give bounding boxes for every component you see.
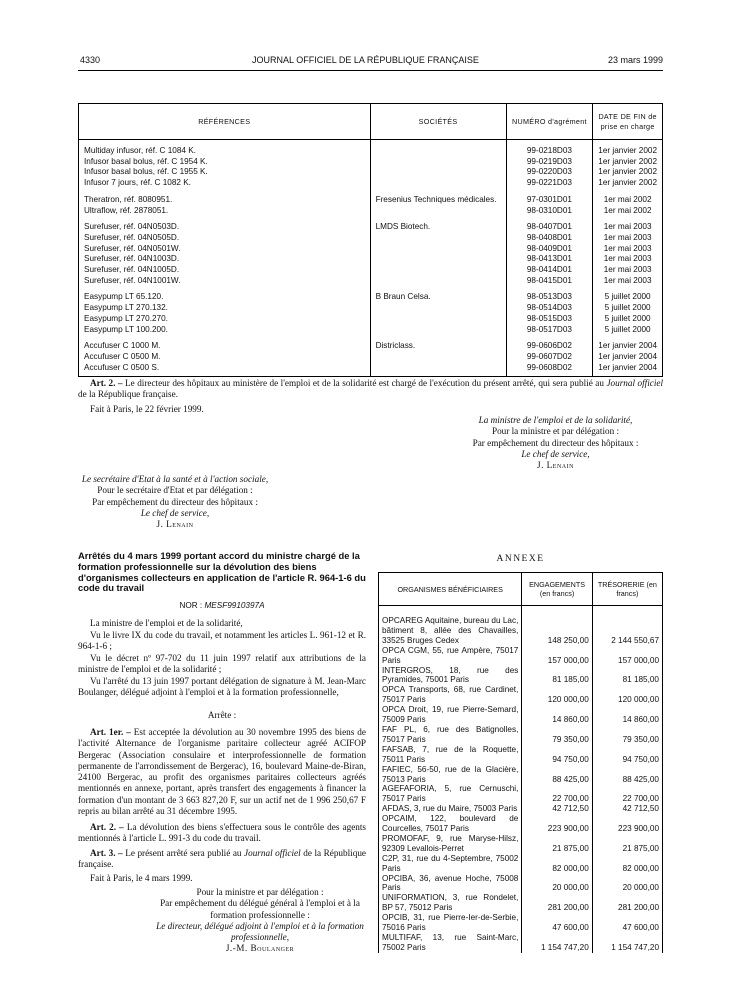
organisme-cell: OPCA Droit, 19, rue Pierre-Semard, 75009 Paris: [379, 705, 522, 725]
engagement-cell: 94 750,00: [522, 745, 592, 765]
date-cell: 1er janvier 2002: [593, 140, 663, 157]
nor-label: NOR :: [179, 601, 203, 610]
reference-cell: Accufuser C 0500 S.: [79, 363, 371, 377]
table-row: [79, 303, 663, 314]
organisme-cell: FAFIEC, 56-50, rue de la Glacière, 75013 Paris: [379, 765, 522, 785]
arrete-art3: [78, 848, 366, 871]
arrete-sig-line2: Par empêchement du délégué général à l'emploi et à la formation professionnelle :: [160, 898, 360, 920]
annexe-row: [379, 874, 663, 894]
societe-cell: [370, 352, 506, 363]
date-cell: 1er janvier 2004: [593, 363, 663, 377]
col-engagements: ENGAGEMENTS (en francs): [522, 573, 592, 606]
reference-cell: Surefuser, réf. 04N0501W.: [79, 244, 371, 255]
annexe-row: [379, 893, 663, 913]
date-cell: 1er mai 2003: [593, 265, 663, 276]
annexe-row: [379, 705, 663, 725]
societe-cell: [370, 233, 506, 244]
sig-left-line4: Le chef de service,: [140, 507, 210, 518]
engagement-cell: 88 425,00: [522, 765, 592, 785]
numero-cell: 98-0515D03: [506, 314, 593, 325]
art2-label: Art. 2. –: [90, 378, 123, 388]
numero-cell: 98-0513D03: [506, 286, 593, 303]
tresorerie-cell: 1 154 747,20: [592, 933, 662, 953]
nor-code: MESF9910397A: [204, 601, 265, 610]
organisme-cell: UNIFORMATION, 3, rue Rondelet, BP 57, 75012 Paris: [379, 893, 522, 913]
arrete-word: Arrête :: [207, 710, 237, 720]
tresorerie-cell: 281 200,00: [592, 893, 662, 913]
col-organismes: ORGANISMES BÉNÉFICIAIRES: [379, 573, 522, 606]
art2-text-b: de la République française.: [78, 389, 178, 400]
numero-cell: 98-0415D01: [506, 276, 593, 287]
references-table-body: [79, 140, 663, 377]
art3-text-b: de la République française.: [78, 848, 366, 870]
sig-left-line2: Pour le secrétaire d'Etat et par délégation :: [97, 485, 253, 496]
annexe-title: ANNEXE: [496, 554, 545, 564]
numero-cell: 99-0606D02: [506, 335, 593, 352]
date-cell: 1er janvier 2004: [593, 335, 663, 352]
tresorerie-cell: 157 000,00: [592, 646, 662, 666]
reference-cell: Infusor 7 jours, réf. C 1082 K.: [79, 178, 371, 189]
table-row: [79, 286, 663, 303]
date-cell: 5 juillet 2000: [593, 314, 663, 325]
sig-left-line1: Le secrétaire d'Etat à la santé et à l'action sociale,: [81, 474, 269, 484]
sig-right-line3: Par empêchement du directeur des hôpitaux :: [472, 437, 639, 448]
societe-cell: LMDS Biotech.: [370, 216, 506, 233]
art3-journal: Journal officiel: [244, 848, 301, 858]
sig-left-name: J. Lenain: [156, 519, 194, 530]
numero-cell: 98-0310D01: [506, 206, 593, 217]
societe-cell: [370, 265, 506, 276]
page-number: 4330: [80, 55, 101, 65]
art2b-text: La dévolution des biens s'effectuera sous le contrôle des agents mentionnés à l'article L. 991-3 du code du travail.: [78, 822, 366, 844]
art2-journal: Journal officiel: [606, 378, 664, 388]
table-row: [79, 244, 663, 255]
annexe-row: [379, 814, 663, 834]
table-row: [79, 216, 663, 233]
page-header: [0, 55, 731, 69]
numero-cell: 98-0409D01: [506, 244, 593, 255]
arrete-sig-name: J.-M. Boulanger: [225, 943, 295, 954]
date-cell: 1er mai 2003: [593, 233, 663, 244]
engagement-cell: 22 700,00: [522, 784, 592, 804]
societe-cell: [370, 303, 506, 314]
organisme-cell: OPCAIM, 122, boulevard de Courcelles, 75017 Paris: [379, 814, 522, 834]
reference-cell: Accufuser C 0500 M.: [79, 352, 371, 363]
sig-right-name: J. Lenain: [537, 460, 574, 471]
tresorerie-cell: 94 750,00: [592, 745, 662, 765]
annexe-row: [379, 765, 663, 785]
reference-cell: Easypump LT 100.200.: [79, 325, 371, 336]
tresorerie-cell: 2 144 550,67: [592, 606, 662, 646]
signature-left: [55, 474, 295, 530]
date-cell: 5 juillet 2000: [593, 303, 663, 314]
tresorerie-cell: 223 900,00: [592, 814, 662, 834]
numero-cell: 98-0408D01: [506, 233, 593, 244]
annexe-row: [379, 854, 663, 874]
numero-cell: 98-0414D01: [506, 265, 593, 276]
reference-cell: Surefuser, réf. 04N1005D.: [79, 265, 371, 276]
art2b-label: Art. 2. –: [90, 822, 124, 832]
table-row: [79, 206, 663, 217]
tresorerie-cell: 120 000,00: [592, 685, 662, 705]
date-cell: 1er mai 2003: [593, 254, 663, 265]
annexe-row: [379, 666, 663, 686]
societe-cell: [370, 314, 506, 325]
arrete-p4: Vu l'arrêté du 13 juin 1997 portant délégation de signature à M. Jean-Marc Boulanger, délégué adjoint à l'emploi et à la formation professionnelle,: [78, 676, 366, 698]
tresorerie-cell: 22 700,00: [592, 784, 662, 804]
engagement-cell: 79 350,00: [522, 725, 592, 745]
art3-label: Art. 3. –: [90, 848, 123, 858]
date-cell: 1er janvier 2004: [593, 352, 663, 363]
table-row: [79, 276, 663, 287]
societe-cell: B Braun Celsa.: [370, 286, 506, 303]
date-cell: 1er janvier 2002: [593, 178, 663, 189]
table-row: [79, 189, 663, 206]
societe-cell: [370, 206, 506, 217]
arrete-p2: Vu le livre IX du code du travail, et notamment les articles L. 961-12 et R. 964-1-6 ;: [78, 630, 366, 652]
table-row: [79, 325, 663, 336]
reference-cell: Accufuser C 1000 M.: [79, 335, 371, 352]
issue-date: 23 mars 1999: [607, 55, 663, 65]
date-cell: 1er mai 2002: [593, 189, 663, 206]
numero-cell: 97-0301D01: [506, 189, 593, 206]
organisme-cell: OPCA CGM, 55, rue Ampère, 75017 Paris: [379, 646, 522, 666]
tresorerie-cell: 20 000,00: [592, 874, 662, 894]
tresorerie-cell: 82 000,00: [592, 854, 662, 874]
journal-title: JOURNAL OFFICIEL DE LA RÉPUBLIQUE FRANÇAISE: [252, 55, 479, 65]
annexe-row: [379, 745, 663, 765]
date-cell: 1er mai 2003: [593, 276, 663, 287]
col-references: RÉFÉRENCES: [79, 104, 371, 140]
engagement-cell: 47 600,00: [522, 913, 592, 933]
numero-cell: 99-0607D02: [506, 352, 593, 363]
engagement-cell: 157 000,00: [522, 646, 592, 666]
arrete-p3: Vu le décret nº 97-702 du 11 juin 1997 relatif aux attributions de la ministre de l'emploi et de la solidarité ;: [78, 653, 366, 675]
reference-cell: Theratron, réf. 8080951.: [79, 189, 371, 206]
reference-cell: Surefuser, réf. 04N0503D.: [79, 216, 371, 233]
art2-paragraph: [78, 378, 663, 401]
societe-cell: Districlass.: [370, 335, 506, 352]
societe-cell: [370, 167, 506, 178]
annexe-table: [378, 572, 663, 953]
numero-cell: 99-0218D03: [506, 140, 593, 157]
engagement-cell: 21 875,00: [522, 834, 592, 854]
date-cell: 1er janvier 2002: [593, 157, 663, 168]
organisme-cell: OPCAREG Aquitaine, bureau du Lac, bâtiment 8, allée des Chavailles, 33525 Bruges Cedex: [379, 606, 522, 646]
arrete-title: Arrêtés du 4 mars 1999 portant accord du ministre chargé de la formation professionnelle sur la dévolution des biens d'organismes collecteurs en application de l'article R. 964-1-6 du code du travail: [78, 550, 366, 594]
annexe-row: [379, 725, 663, 745]
references-table: [78, 103, 663, 377]
numero-cell: 98-0514D03: [506, 303, 593, 314]
sig-right-line2: Pour la ministre et par délégation :: [491, 426, 620, 437]
engagement-cell: 148 250,00: [522, 606, 592, 646]
arrete-art2: [78, 822, 366, 845]
date-cell: 1er mai 2003: [593, 216, 663, 233]
table-row: [79, 167, 663, 178]
reference-cell: Easypump LT 270.132.: [79, 303, 371, 314]
tresorerie-cell: 88 425,00: [592, 765, 662, 785]
societe-cell: [370, 244, 506, 255]
societe-cell: [370, 276, 506, 287]
engagement-cell: 120 000,00: [522, 685, 592, 705]
societe-cell: [370, 254, 506, 265]
organisme-cell: OPCA Transports, 68, rue Cardinet, 75017 Paris: [379, 685, 522, 705]
tresorerie-cell: 14 860,00: [592, 705, 662, 725]
numero-cell: 99-0608D02: [506, 363, 593, 377]
annexe-header-row: [379, 573, 663, 606]
engagement-cell: 20 000,00: [522, 874, 592, 894]
sig-left-line3: Par empêchement du directeur des hôpitaux :: [92, 496, 258, 507]
date-cell: 1er janvier 2002: [593, 167, 663, 178]
nor-line: [78, 601, 366, 610]
table-row: [79, 254, 663, 265]
fait-22-fevrier: Fait à Paris, le 22 février 1999.: [90, 404, 204, 414]
reference-cell: Surefuser, réf. 04N1003D.: [79, 254, 371, 265]
organisme-cell: PROMOFAF, 9, rue Maryse-Hilsz, 92309 Levallois-Perret: [379, 834, 522, 854]
numero-cell: 98-0517D03: [506, 325, 593, 336]
engagement-cell: 14 860,00: [522, 705, 592, 725]
organisme-cell: OPCIBA, 36, avenue Hoche, 75008 Paris: [379, 874, 522, 894]
reference-cell: Infusor basal bolus, réf. C 1954 K.: [79, 157, 371, 168]
table-row: [79, 140, 663, 157]
table-row: [79, 352, 663, 363]
art3-text-a: Le présent arrêté sera publié au: [125, 848, 242, 858]
numero-cell: 99-0221D03: [506, 178, 593, 189]
numero-cell: 99-0219D03: [506, 157, 593, 168]
tresorerie-cell: 21 875,00: [592, 834, 662, 854]
societe-cell: [370, 157, 506, 168]
organisme-cell: AFDAS, 3, rue du Maire, 75003 Paris: [379, 804, 522, 814]
table-row: [79, 335, 663, 352]
engagement-cell: 223 900,00: [522, 814, 592, 834]
annexe-row: [379, 933, 663, 953]
organisme-cell: OPCIB, 31, rue Pierre-Ier-de-Serbie, 75016 Paris: [379, 913, 522, 933]
col-tresorerie: TRÉSORERIE (en francs): [592, 573, 662, 606]
reference-cell: Infusor basal bolus, réf. C 1955 K.: [79, 167, 371, 178]
col-societes: SOCIÉTÉS: [370, 104, 506, 140]
reference-cell: Ultraflow, réf. 2878051.: [79, 206, 371, 217]
engagement-cell: 1 154 747,20: [522, 933, 592, 953]
signature-right: [448, 415, 663, 471]
col-date-fin: DATE DE FIN de prise en charge: [593, 104, 663, 140]
organisme-cell: AGEFAFORIA, 5, rue Cernuschi, 75017 Paris: [379, 784, 522, 804]
date-cell: 5 juillet 2000: [593, 325, 663, 336]
arrete-signature: [150, 887, 370, 955]
annexe-table-body: [379, 606, 663, 953]
table-row: [79, 363, 663, 377]
art1-text: Est acceptée la dévolution au 30 novembre 1995 des biens de l'activité Alternance de l'organisme paritaire collecteur agréé ACIFOP Bergerac (Association consulaire et interprofessionnelle de formation permanente de l'arrondissement de Bergerac), 16, boulevard Maine-de-Biran, 24100 Bergerac, au profit des organismes paritaires collecteurs agréés mentionnés en annexe, portant, après transfert des engagements à financer la formation d'un montant de 3 663 827,20 F, sur un actif net de 1 996 250,67 F repris au bilan arrêté au 31 décembre 1995.: [78, 727, 366, 817]
table-row: [79, 178, 663, 189]
engagement-cell: 42 712,50: [522, 804, 592, 814]
arrete-art1: [78, 727, 366, 817]
table-row: [79, 265, 663, 276]
tresorerie-cell: 79 350,00: [592, 725, 662, 745]
annexe-row: [379, 685, 663, 705]
annexe-row: [379, 804, 663, 814]
fait-4-mars: Fait à Paris, le 4 mars 1999.: [90, 873, 193, 883]
reference-cell: Easypump LT 65.120.: [79, 286, 371, 303]
numero-cell: 99-0220D03: [506, 167, 593, 178]
engagement-cell: 82 000,00: [522, 854, 592, 874]
societe-cell: [370, 178, 506, 189]
organisme-cell: FAF PL, 6, rue des Batignolles, 75017 Paris: [379, 725, 522, 745]
engagement-cell: 81 185,00: [522, 666, 592, 686]
reference-cell: Easypump LT 270.270.: [79, 314, 371, 325]
annexe-row: [379, 784, 663, 804]
sig-right-line4: Le chef de service,: [521, 448, 590, 459]
table-row: [79, 233, 663, 244]
annexe-row: [379, 606, 663, 646]
header-rule: [78, 70, 663, 71]
table-row: [79, 157, 663, 168]
arrete-sig-line3: Le directeur, délégué adjoint à l'emploi et à la formation professionnelle,: [156, 920, 364, 943]
date-cell: 1er mai 2003: [593, 244, 663, 255]
art1-label: Art. 1er. –: [90, 727, 131, 737]
tresorerie-cell: 42 712,50: [592, 804, 662, 814]
organisme-cell: C2P, 31, rue du 4-Septembre, 75002 Paris: [379, 854, 522, 874]
organisme-cell: MULTIFAF, 13, rue Saint-Marc, 75002 Paris: [379, 933, 522, 953]
arrete-p1: La ministre de l'emploi et de la solidarité,: [90, 618, 243, 628]
societe-cell: [370, 363, 506, 377]
col-numero: NUMÉRO d'agrément: [506, 104, 593, 140]
societe-cell: [370, 325, 506, 336]
sig-right-line1: La ministre de l'emploi et de la solidarité,: [478, 415, 633, 425]
tresorerie-cell: 81 185,00: [592, 666, 662, 686]
table-header-row: [79, 104, 663, 140]
art2-text-a: Le directeur des hôpitaux au ministère de l'emploi et de la solidarité est chargé de l'exécution du présent arrêté, qui sera publié au: [125, 378, 604, 388]
table-row: [79, 314, 663, 325]
numero-cell: 98-0413D01: [506, 254, 593, 265]
societe-cell: Fresenius Techniques médicales.: [370, 189, 506, 206]
engagement-cell: 281 200,00: [522, 893, 592, 913]
annexe-row: [379, 646, 663, 666]
numero-cell: 98-0407D01: [506, 216, 593, 233]
reference-cell: Multiday infusor, réf. C 1084 K.: [79, 140, 371, 157]
organisme-cell: FAFSAB, 7, rue de la Roquette, 75011 Paris: [379, 745, 522, 765]
societe-cell: [370, 140, 506, 157]
annexe-row: [379, 913, 663, 933]
organisme-cell: INTERGROS, 18, rue des Pyramides, 75001 Paris: [379, 666, 522, 686]
arrete-sig-line1: Pour la ministre et par délégation :: [196, 887, 324, 897]
tresorerie-cell: 47 600,00: [592, 913, 662, 933]
date-cell: 1er mai 2002: [593, 206, 663, 217]
reference-cell: Surefuser, réf. 04N0505D.: [79, 233, 371, 244]
annexe-row: [379, 834, 663, 854]
reference-cell: Surefuser, réf. 04N1001W.: [79, 276, 371, 287]
date-cell: 5 juillet 2000: [593, 286, 663, 303]
